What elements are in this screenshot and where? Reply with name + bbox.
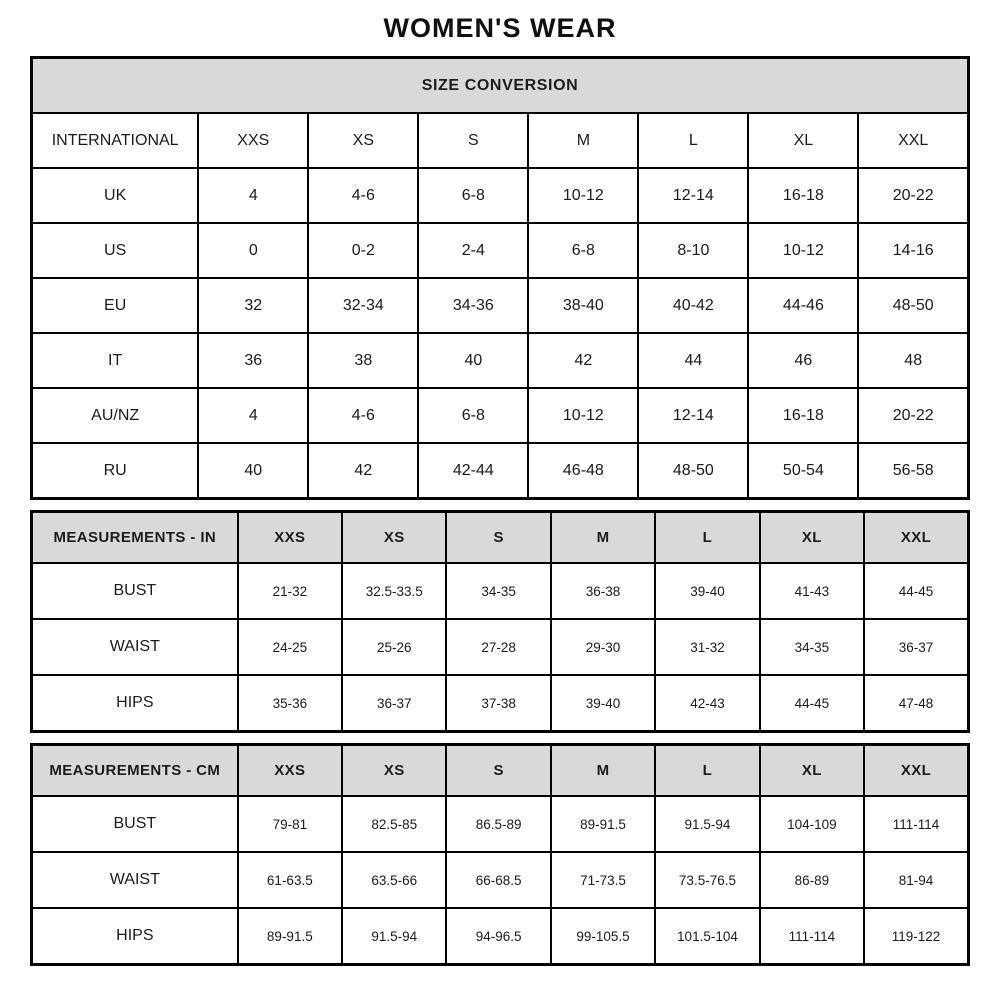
- header-m: M: [551, 512, 655, 564]
- size-chart-page: [30, 0, 970, 966]
- row-ru: [32, 443, 969, 499]
- cell: 36: [198, 333, 308, 388]
- row-label: US: [32, 223, 199, 278]
- header-xxl: XXL: [864, 745, 968, 797]
- cell: 56-58: [858, 443, 968, 499]
- cell: 40: [198, 443, 308, 499]
- header-m: M: [551, 745, 655, 797]
- cell: 14-16: [858, 223, 968, 278]
- header-l: L: [655, 745, 759, 797]
- cell: 4: [198, 388, 308, 443]
- cell: 66-68.5: [446, 852, 550, 908]
- cell: 48-50: [638, 443, 748, 499]
- header-s: S: [446, 512, 550, 564]
- row-it: [32, 333, 969, 388]
- header-xl: XL: [748, 113, 858, 168]
- cell: 119-122: [864, 908, 968, 965]
- cell: 25-26: [342, 619, 446, 675]
- measurements-in-table: [30, 510, 970, 733]
- row-label: UK: [32, 168, 199, 223]
- cell: 48: [858, 333, 968, 388]
- row-us: [32, 223, 969, 278]
- row-label: WAIST: [32, 852, 238, 908]
- cell: 73.5-76.5: [655, 852, 759, 908]
- cell: 27-28: [446, 619, 550, 675]
- cell: 42: [308, 443, 418, 499]
- cell: 50-54: [748, 443, 858, 499]
- cell: 42-43: [655, 675, 759, 732]
- row-label: BUST: [32, 796, 238, 852]
- row-bust-cm: [32, 796, 969, 852]
- cell: 41-43: [760, 563, 864, 619]
- cell: 101.5-104: [655, 908, 759, 965]
- cell: 34-35: [446, 563, 550, 619]
- cell: 86.5-89: [446, 796, 550, 852]
- cell: 21-32: [238, 563, 342, 619]
- cell: 4-6: [308, 388, 418, 443]
- row-label: WAIST: [32, 619, 238, 675]
- cell: 20-22: [858, 388, 968, 443]
- cell: 2-4: [418, 223, 528, 278]
- cell: 46: [748, 333, 858, 388]
- cell: 6-8: [418, 168, 528, 223]
- cell: 16-18: [748, 168, 858, 223]
- cell: 111-114: [760, 908, 864, 965]
- cell: 94-96.5: [446, 908, 550, 965]
- cell: 42-44: [418, 443, 528, 499]
- header-measurements-in: MEASUREMENTS - IN: [32, 512, 238, 564]
- header-xs: XS: [342, 745, 446, 797]
- cell: 91.5-94: [655, 796, 759, 852]
- cell: 34-35: [760, 619, 864, 675]
- cell: 61-63.5: [238, 852, 342, 908]
- cell: 10-12: [748, 223, 858, 278]
- cell: 20-22: [858, 168, 968, 223]
- cell: 6-8: [418, 388, 528, 443]
- row-label: RU: [32, 443, 199, 499]
- size-conversion-table: [30, 56, 970, 500]
- cell: 36-37: [342, 675, 446, 732]
- cell: 44-45: [864, 563, 968, 619]
- size-header-row: [32, 113, 969, 168]
- row-label: BUST: [32, 563, 238, 619]
- row-label: AU/NZ: [32, 388, 199, 443]
- cell: 42: [528, 333, 638, 388]
- header-xxl: XXL: [858, 113, 968, 168]
- page-title: WOMEN'S WEAR: [383, 13, 617, 43]
- cell: 48-50: [858, 278, 968, 333]
- cell: 16-18: [748, 388, 858, 443]
- cell: 44-46: [748, 278, 858, 333]
- cell: 32: [198, 278, 308, 333]
- header-l: L: [655, 512, 759, 564]
- header-international: INTERNATIONAL: [32, 113, 199, 168]
- header-s: S: [418, 113, 528, 168]
- cell: 44: [638, 333, 748, 388]
- cell: 39-40: [551, 675, 655, 732]
- cell: 31-32: [655, 619, 759, 675]
- cell: 32-34: [308, 278, 418, 333]
- cell: 39-40: [655, 563, 759, 619]
- cell: 104-109: [760, 796, 864, 852]
- cell: 35-36: [238, 675, 342, 732]
- row-uk: [32, 168, 969, 223]
- cell: 36-38: [551, 563, 655, 619]
- size-conversion-banner-row: [32, 58, 969, 114]
- cell: 71-73.5: [551, 852, 655, 908]
- cell: 86-89: [760, 852, 864, 908]
- header-xs: XS: [308, 113, 418, 168]
- cell: 4-6: [308, 168, 418, 223]
- cell: 89-91.5: [551, 796, 655, 852]
- row-label: HIPS: [32, 908, 238, 965]
- cell: 10-12: [528, 168, 638, 223]
- cell: 0: [198, 223, 308, 278]
- measurements-cm-header-row: [32, 745, 969, 797]
- cell: 24-25: [238, 619, 342, 675]
- header-measurements-cm: MEASUREMENTS - CM: [32, 745, 238, 797]
- cell: 4: [198, 168, 308, 223]
- header-l: L: [638, 113, 748, 168]
- row-eu: [32, 278, 969, 333]
- cell: 29-30: [551, 619, 655, 675]
- header-m: M: [528, 113, 638, 168]
- cell: 79-81: [238, 796, 342, 852]
- header-xxs: XXS: [198, 113, 308, 168]
- size-conversion-title: SIZE CONVERSION: [32, 58, 969, 114]
- header-xxl: XXL: [864, 512, 968, 564]
- cell: 6-8: [528, 223, 638, 278]
- cell: 12-14: [638, 168, 748, 223]
- header-xxs: XXS: [238, 512, 342, 564]
- cell: 40-42: [638, 278, 748, 333]
- cell: 91.5-94: [342, 908, 446, 965]
- measurements-cm-table: [30, 743, 970, 966]
- cell: 47-48: [864, 675, 968, 732]
- cell: 81-94: [864, 852, 968, 908]
- row-bust-in: [32, 563, 969, 619]
- row-label: HIPS: [32, 675, 238, 732]
- row-aunz: [32, 388, 969, 443]
- cell: 111-114: [864, 796, 968, 852]
- measurements-in-header-row: [32, 512, 969, 564]
- cell: 12-14: [638, 388, 748, 443]
- row-label: EU: [32, 278, 199, 333]
- row-waist-cm: [32, 852, 969, 908]
- header-xxs: XXS: [238, 745, 342, 797]
- row-hips-cm: [32, 908, 969, 965]
- cell: 10-12: [528, 388, 638, 443]
- row-hips-in: [32, 675, 969, 732]
- cell: 46-48: [528, 443, 638, 499]
- row-label: IT: [32, 333, 199, 388]
- header-s: S: [446, 745, 550, 797]
- cell: 89-91.5: [238, 908, 342, 965]
- row-waist-in: [32, 619, 969, 675]
- cell: 8-10: [638, 223, 748, 278]
- header-xl: XL: [760, 512, 864, 564]
- cell: 32.5-33.5: [342, 563, 446, 619]
- cell: 63.5-66: [342, 852, 446, 908]
- cell: 38-40: [528, 278, 638, 333]
- cell: 37-38: [446, 675, 550, 732]
- cell: 38: [308, 333, 418, 388]
- cell: 0-2: [308, 223, 418, 278]
- cell: 44-45: [760, 675, 864, 732]
- cell: 36-37: [864, 619, 968, 675]
- cell: 82.5-85: [342, 796, 446, 852]
- cell: 40: [418, 333, 528, 388]
- cell: 34-36: [418, 278, 528, 333]
- cell: 99-105.5: [551, 908, 655, 965]
- header-xl: XL: [760, 745, 864, 797]
- header-xs: XS: [342, 512, 446, 564]
